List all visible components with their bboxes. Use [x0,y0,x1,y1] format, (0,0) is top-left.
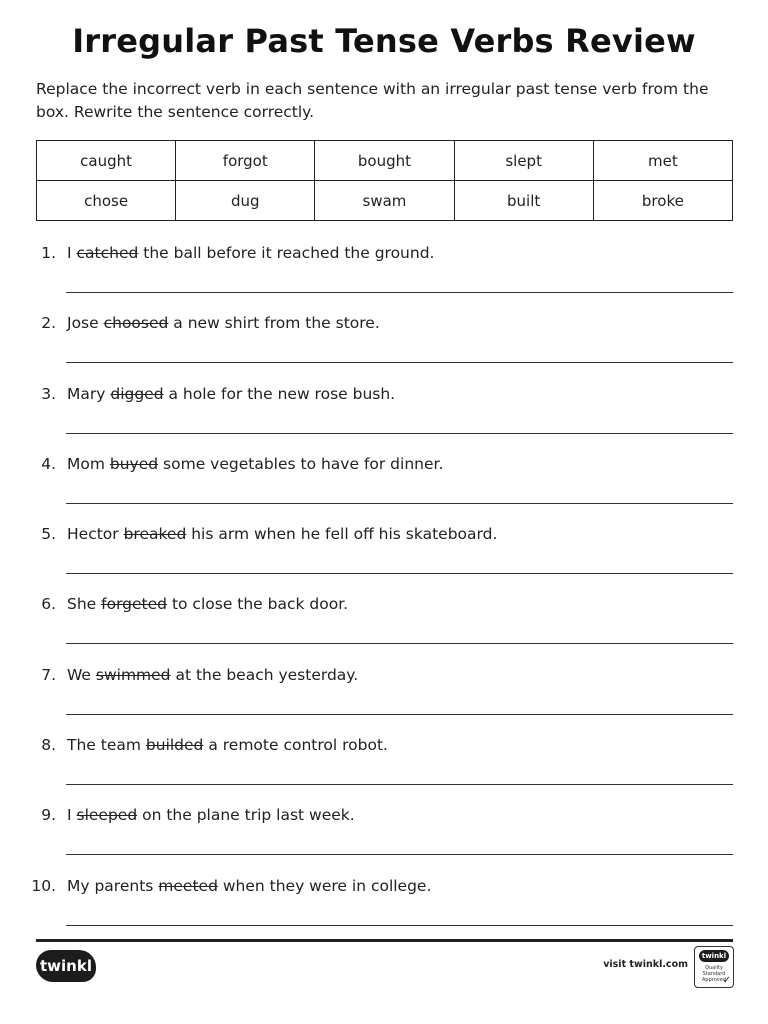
word-box-row [37,141,733,181]
sentence-start: She [67,595,102,614]
question-number: 6. [41,595,56,614]
sentence-end: a hole for the new rose bush. [163,384,396,403]
sentence-start: Mary [67,384,111,403]
answer-line[interactable] [66,292,733,293]
question-item [0,373,768,443]
question-number: 8. [41,736,56,755]
page-title: Irregular Past Tense Verbs Review [72,22,696,60]
incorrect-verb: choosed [103,314,169,333]
incorrect-verb: digged [110,384,164,403]
sentence-start: Mom [67,454,110,473]
sentence-start: We [67,665,96,684]
answer-line[interactable] [66,784,733,785]
badge-logo: twinkl [699,950,729,962]
sentence-start: The team [67,736,146,755]
incorrect-verb: forgeted [101,595,168,614]
sentence-start: Hector [67,525,124,544]
sentence-end: the ball before it reached the ground. [138,244,435,262]
sentence-end: to close the back door. [167,595,349,614]
word-box-cell: dug [176,181,315,221]
question-item [0,513,768,583]
question-sentence [67,666,358,684]
question-sentence [67,595,348,613]
question-number: 4. [41,454,56,473]
question-number: 2. [41,314,56,333]
visit-link[interactable]: visit twinkl.com [603,959,688,970]
footer-divider [36,939,733,942]
sentence-start: I [67,244,77,262]
word-box [36,140,733,221]
question-sentence [67,525,497,543]
sentence-end: on the plane trip last week. [137,806,355,825]
incorrect-verb: buyed [109,454,159,473]
question-sentence [67,806,355,824]
word-box-cell: chose [37,181,176,221]
question-sentence [67,385,395,403]
question-sentence [67,736,388,754]
question-item [0,232,768,302]
question-number: 10. [31,876,56,895]
incorrect-verb: meeted [158,876,218,895]
question-sentence [67,244,434,262]
sentence-start: My parents [67,876,159,895]
sentence-start: I [67,806,77,825]
quality-badge [694,946,734,988]
question-number: 5. [41,525,56,544]
word-box-cell: built [454,181,593,221]
incorrect-verb: sleeped [76,806,138,825]
question-sentence [67,314,380,332]
answer-line[interactable] [66,503,733,504]
word-box-cell: slept [454,141,593,181]
word-box-row [37,181,733,221]
question-item [0,302,768,372]
question-item [0,865,768,935]
badge-text: Quality Standard Approved [702,965,726,983]
question-number: 3. [41,384,56,403]
word-box-cell: swam [315,181,454,221]
question-list [0,232,768,935]
sentence-end: some vegetables to have for dinner. [158,454,444,473]
incorrect-verb: catched [76,244,139,262]
word-box-cell: bought [315,141,454,181]
word-box-cell: forgot [176,141,315,181]
question-item [0,724,768,794]
sentence-end: a remote control robot. [203,736,388,755]
question-item [0,443,768,513]
answer-line[interactable] [66,643,733,644]
sentence-end: at the beach yesterday. [170,665,359,684]
answer-line[interactable] [66,573,733,574]
incorrect-verb: breaked [123,525,187,544]
answer-line[interactable] [66,362,733,363]
instructions-text: Replace the incorrect verb in each sentence with an irregular past tense verb from the box. Rewrite the sentence correctly. [36,80,709,121]
incorrect-verb: builded [145,736,204,755]
question-number: 7. [41,665,56,684]
question-number: 9. [41,806,56,825]
word-box-cell: broke [593,181,732,221]
sentence-end: a new shirt from the store. [168,314,380,333]
question-item [0,794,768,864]
question-sentence [67,877,431,895]
sentence-start: Jose [67,314,104,333]
question-number: 1. [41,244,56,262]
answer-line[interactable] [66,714,733,715]
answer-line[interactable] [66,433,733,434]
answer-line[interactable] [66,854,733,855]
incorrect-verb: swimmed [95,665,171,684]
sentence-end: his arm when he fell off his skateboard. [186,525,498,544]
sentence-end: when they were in college. [217,876,432,895]
word-box-cell: caught [37,141,176,181]
twinkl-logo[interactable]: twinkl [36,950,96,982]
question-sentence [67,455,443,473]
answer-line[interactable] [66,925,733,926]
word-box-cell: met [593,141,732,181]
question-item [0,583,768,653]
question-item [0,654,768,724]
checkmark-icon: ✓ [722,975,731,986]
